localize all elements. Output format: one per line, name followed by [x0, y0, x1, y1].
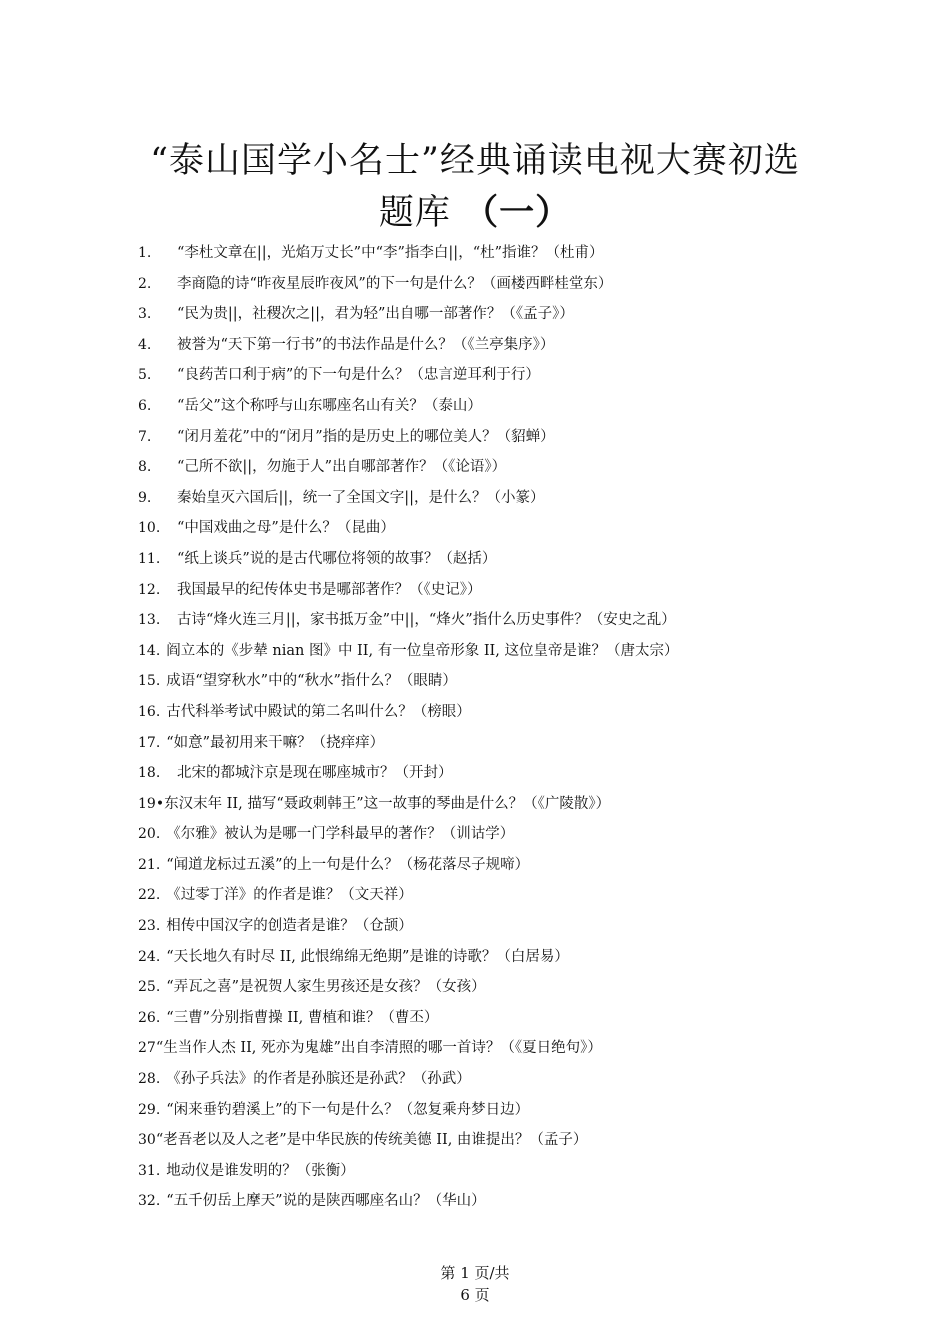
page-footer	[0, 1262, 950, 1306]
question-item	[138, 1095, 898, 1126]
question-text: 秦始皇灭六国后||，统一了全国文字||，是什么？（小篆）	[177, 489, 545, 506]
question-text: 《孙子兵法》的作者是孙膑还是孙武？（孙武）	[166, 1071, 471, 1088]
question-text: 成语“望穿秋水”中的“秋水”指什么？（眼睛）	[166, 673, 457, 690]
question-item	[138, 605, 898, 636]
question-item	[138, 1003, 898, 1034]
question-text: 被誉为“天下第一行书”的书法作品是什么？（《兰亭集序》）	[177, 336, 555, 353]
question-item	[138, 330, 898, 361]
question-text: 《尔雅》被认为是哪一门学科最早的著作？（训诂学）	[166, 826, 515, 843]
question-text: “民为贵||，社稷次之||，君为轻”出自哪一部著作？（《孟子》）	[177, 306, 574, 323]
question-item	[138, 1156, 898, 1187]
question-text: “良药苦口利于病”的下一句是什么？（忠言逆耳利于行）	[177, 367, 540, 384]
question-number: 6.	[138, 397, 152, 414]
question-number: 29.	[138, 1101, 161, 1118]
question-item	[138, 1125, 898, 1156]
question-number: 13.	[138, 612, 161, 629]
question-number: 17.	[138, 734, 161, 751]
question-text: “生当作人杰 II, 死亦为鬼雄”出自李清照的哪一首诗？（《夏日绝句》）	[155, 1040, 602, 1057]
question-number: 28.	[138, 1071, 161, 1088]
question-text: 古诗“烽火连三月||，家书抵万金”中||，“烽火”指什么历史事件？（安史之乱）	[177, 612, 676, 629]
question-number: 30	[138, 1132, 156, 1149]
question-item	[138, 697, 898, 728]
question-item	[138, 789, 898, 820]
question-text: 北宋的都城汴京是现在哪座城市？（开封）	[177, 765, 453, 782]
question-number: 23.	[138, 918, 161, 935]
question-text: “天长地久有时尽 II, 此恨绵绵无绝期”是谁的诗歌？（白居易）	[166, 948, 569, 965]
question-number: 11.	[138, 550, 161, 567]
question-text: 地动仪是谁发明的？（张衡）	[166, 1162, 355, 1179]
question-item	[138, 513, 898, 544]
question-text: 《过零丁洋》的作者是谁？（文天祥）	[166, 887, 413, 904]
question-text: “三曹”分别指曹操 II, 曹植和谁？（曹丕）	[166, 1009, 439, 1026]
question-text: “中国戏曲之母”是什么？（昆曲）	[177, 520, 395, 537]
question-text: “闭月羞花”中的“闭月”指的是历史上的哪位美人？（貂蝉）	[177, 428, 555, 445]
question-number: 31.	[138, 1162, 161, 1179]
question-item	[138, 942, 898, 973]
question-number: 7.	[138, 428, 152, 445]
question-number: 10.	[138, 520, 161, 537]
question-text: 相传中国汉字的创造者是谁？（仓颉）	[166, 918, 413, 935]
question-text: “闲来垂钓碧溪上”的下一句是什么？（忽复乘舟梦日边）	[166, 1101, 530, 1118]
question-number: 4.	[138, 336, 152, 353]
question-item	[138, 911, 898, 942]
page-number-line-2: 6 页	[460, 1286, 490, 1304]
question-text: “李杜文章在||，光焰万丈长”中“李”指李白||，“杜”指谁？（杜甫）	[177, 245, 604, 261]
question-item	[138, 391, 898, 422]
question-text: 李商隐的诗“昨夜星辰昨夜风”的下一句是什么？（画楼西畔桂堂东）	[177, 275, 613, 292]
question-item	[138, 360, 898, 391]
question-text: “老吾老以及人之老”是中华民族的传统美德 II, 由谁提出？（孟子）	[155, 1132, 588, 1149]
document-title	[0, 135, 950, 239]
question-item	[138, 972, 898, 1003]
page-number-line-1: 第 1 页/共	[440, 1264, 510, 1282]
question-text: 我国最早的纪传体史书是哪部著作？（《史记》）	[177, 581, 482, 598]
question-number: 32.	[138, 1193, 161, 1210]
question-text: “五千仞岳上摩天”说的是陕西哪座名山？（华山）	[166, 1193, 486, 1210]
question-item	[138, 483, 898, 514]
question-number: 2.	[138, 275, 152, 292]
question-item	[138, 575, 898, 606]
question-item	[138, 299, 898, 330]
question-item	[138, 819, 898, 850]
question-item	[138, 666, 898, 697]
question-number: 8.	[138, 459, 152, 476]
question-number: 14.	[138, 642, 161, 659]
question-number: 27	[138, 1040, 156, 1057]
question-number: 16.	[138, 703, 161, 720]
question-text: 古代科举考试中殿试的第二名叫什么？（榜眼）	[166, 703, 471, 720]
question-number: 15.	[138, 673, 161, 690]
question-text: “如意”最初用来干嘛？（挠痒痒）	[166, 734, 385, 751]
question-item	[138, 1033, 898, 1064]
question-item	[138, 850, 898, 881]
question-item	[138, 880, 898, 911]
question-text: “弄瓦之喜”是祝贺人家生男孩还是女孩？（女孩）	[166, 979, 486, 996]
question-number: 21.	[138, 856, 161, 873]
question-list	[138, 238, 898, 1217]
question-text: “纸上谈兵”说的是古代哪位将领的故事？（赵括）	[177, 550, 497, 567]
title-line-2	[0, 187, 950, 239]
question-item	[138, 544, 898, 575]
question-number: 1.	[138, 245, 152, 261]
question-item	[138, 238, 898, 269]
question-number: 12.	[138, 581, 161, 598]
question-text: “己所不欲||，勿施于人”出自哪部著作？（《论语》）	[177, 459, 507, 476]
question-number: 25.	[138, 979, 161, 996]
question-number: 22.	[138, 887, 161, 904]
question-text: 东汉末年 II, 描写“聂政刺韩王”这一故事的琴曲是什么？（《广陵散》）	[164, 795, 611, 812]
question-item	[138, 728, 898, 759]
question-number: 5.	[138, 367, 152, 384]
question-item	[138, 422, 898, 453]
title-line-2-main: 题库	[378, 193, 451, 234]
title-line-2-paren: （一）	[463, 192, 572, 234]
question-number: 20.	[138, 826, 161, 843]
title-line-1: “泰山国学小名士”经典诵读电视大赛初选	[150, 141, 800, 182]
question-text: “岳父”这个称呼与山东哪座名山有关？（泰山）	[177, 397, 482, 414]
question-number: 19•	[138, 795, 165, 812]
question-item	[138, 636, 898, 667]
question-item	[138, 452, 898, 483]
question-item	[138, 269, 898, 300]
question-item	[138, 1186, 898, 1217]
question-number: 18.	[138, 765, 161, 782]
question-text: 阎立本的《步辇 nian 图》中 II, 有一位皇帝形象 II, 这位皇帝是谁？（唐太宗）	[166, 642, 679, 659]
question-number: 26.	[138, 1009, 161, 1026]
question-number: 9.	[138, 489, 152, 506]
question-number: 24.	[138, 948, 161, 965]
question-item	[138, 758, 898, 789]
question-number: 3.	[138, 306, 152, 323]
question-item	[138, 1064, 898, 1095]
question-text: “闻道龙标过五溪”的上一句是什么？（杨花落尽子规啼）	[166, 856, 530, 873]
